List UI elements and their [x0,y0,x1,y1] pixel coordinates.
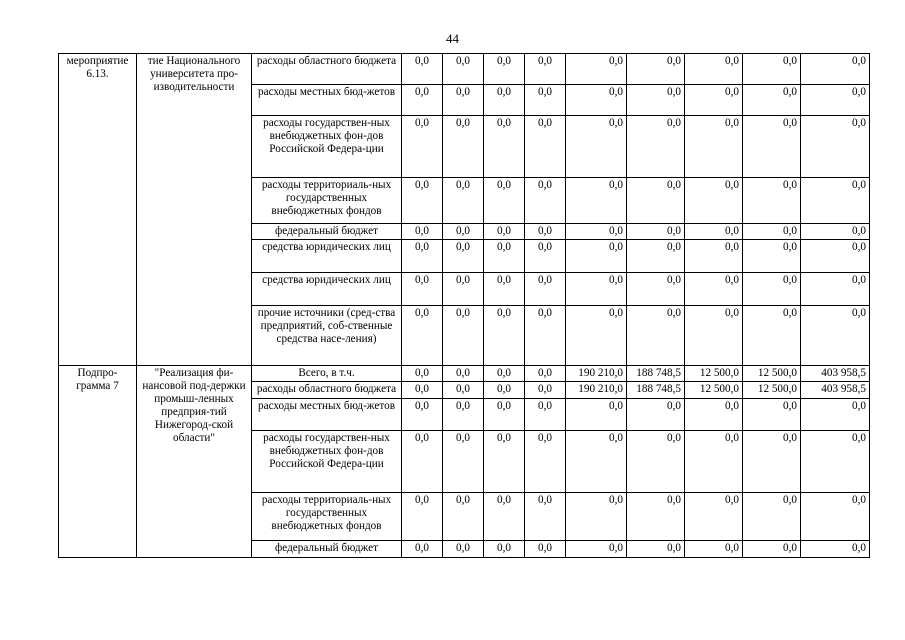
amount-cell: 0,0 [484,178,525,224]
amount-cell: 0,0 [627,431,685,493]
amount-cell: 0,0 [443,224,484,240]
amount-cell: 188 748,5 [627,366,685,382]
amount-cell: 0,0 [402,382,443,399]
amount-cell: 0,0 [627,399,685,431]
amount-cell: 0,0 [484,273,525,306]
amount-cell: 0,0 [743,273,801,306]
amount-cell: 0,0 [525,240,566,273]
amount-cell: 0,0 [566,431,627,493]
amount-cell: 0,0 [484,240,525,273]
amount-cell: 0,0 [743,85,801,116]
amount-cell: 0,0 [801,431,870,493]
program-status-cell: мероприятие 6.13. [59,54,137,366]
amount-cell: 0,0 [484,306,525,366]
amount-cell: 0,0 [525,178,566,224]
amount-cell: 0,0 [402,273,443,306]
amount-cell: 0,0 [627,178,685,224]
amount-cell: 0,0 [525,399,566,431]
funding-source-cell: расходы областного бюджета [252,54,402,85]
amount-cell: 0,0 [402,224,443,240]
amount-cell: 0,0 [443,240,484,273]
funding-source-cell: расходы территориаль-ных государственных внебюджетных фондов [252,178,402,224]
amount-cell: 0,0 [627,85,685,116]
amount-cell: 0,0 [627,116,685,178]
funding-source-cell: расходы местных бюд-жетов [252,399,402,431]
program-name-cell: тие Национального университета про-изводительности [137,54,252,366]
amount-cell: 0,0 [627,493,685,541]
amount-cell: 0,0 [743,224,801,240]
amount-cell: 0,0 [443,493,484,541]
table-row [59,366,870,382]
amount-cell: 0,0 [443,54,484,85]
amount-cell: 0,0 [743,306,801,366]
amount-cell: 0,0 [743,431,801,493]
amount-cell: 0,0 [525,382,566,399]
amount-cell: 0,0 [443,382,484,399]
amount-cell: 190 210,0 [566,366,627,382]
amount-cell: 0,0 [525,541,566,558]
amount-cell: 0,0 [627,306,685,366]
amount-cell: 0,0 [801,224,870,240]
amount-cell: 0,0 [443,541,484,558]
funding-source-cell: расходы территориаль-ных государственных внебюджетных фондов [252,493,402,541]
amount-cell: 0,0 [525,85,566,116]
amount-cell: 0,0 [525,116,566,178]
amount-cell: 0,0 [685,224,743,240]
amount-cell: 0,0 [566,116,627,178]
amount-cell: 0,0 [685,178,743,224]
amount-cell: 0,0 [443,431,484,493]
amount-cell: 0,0 [443,85,484,116]
funding-source-cell: Всего, в т.ч. [252,366,402,382]
program-name-cell: "Реализация фи-нансовой под-держки промыш-ленных предприя-тий Нижегород-ской области" [137,366,252,558]
amount-cell: 0,0 [484,85,525,116]
amount-cell: 0,0 [743,541,801,558]
table-row [59,54,870,85]
amount-cell: 0,0 [743,116,801,178]
amount-cell: 0,0 [402,240,443,273]
amount-cell: 0,0 [484,116,525,178]
amount-cell: 12 500,0 [685,366,743,382]
amount-cell: 0,0 [402,399,443,431]
amount-cell: 0,0 [801,54,870,85]
funding-source-cell: расходы государствен-ных внебюджетных фон-дов Российской Федера-ции [252,431,402,493]
amount-cell: 0,0 [443,306,484,366]
amount-cell: 0,0 [801,273,870,306]
amount-cell: 0,0 [685,273,743,306]
amount-cell: 0,0 [743,54,801,85]
amount-cell: 0,0 [402,541,443,558]
amount-cell: 0,0 [402,85,443,116]
funding-source-cell: федеральный бюджет [252,224,402,240]
amount-cell: 0,0 [685,399,743,431]
amount-cell: 0,0 [402,366,443,382]
amount-cell: 12 500,0 [743,366,801,382]
amount-cell: 0,0 [801,116,870,178]
amount-cell: 0,0 [484,366,525,382]
amount-cell: 0,0 [525,224,566,240]
amount-cell: 0,0 [685,306,743,366]
amount-cell: 0,0 [566,85,627,116]
amount-cell: 188 748,5 [627,382,685,399]
amount-cell: 0,0 [566,273,627,306]
amount-cell: 0,0 [743,240,801,273]
amount-cell: 0,0 [627,224,685,240]
amount-cell: 190 210,0 [566,382,627,399]
amount-cell: 0,0 [443,116,484,178]
amount-cell: 0,0 [801,306,870,366]
amount-cell: 0,0 [443,366,484,382]
page-number: 44 [446,31,459,46]
amount-cell: 0,0 [566,399,627,431]
amount-cell: 403 958,5 [801,366,870,382]
amount-cell: 0,0 [627,54,685,85]
amount-cell: 0,0 [443,273,484,306]
amount-cell: 0,0 [566,240,627,273]
amount-cell: 0,0 [525,431,566,493]
amount-cell: 0,0 [525,273,566,306]
amount-cell: 0,0 [402,306,443,366]
amount-cell: 0,0 [484,399,525,431]
amount-cell: 0,0 [801,240,870,273]
program-status-cell: Подпро-грамма 7 [59,366,137,558]
funding-source-cell: прочие источники (сред-ства предприятий, соб-ственные средства насе-ления) [252,306,402,366]
amount-cell: 0,0 [402,116,443,178]
amount-cell: 0,0 [566,54,627,85]
amount-cell: 0,0 [801,541,870,558]
amount-cell: 0,0 [402,493,443,541]
budget-table [58,53,870,558]
amount-cell: 0,0 [402,54,443,85]
funding-source-cell: средства юридических лиц [252,273,402,306]
amount-cell: 0,0 [685,240,743,273]
amount-cell: 0,0 [627,240,685,273]
amount-cell: 0,0 [484,382,525,399]
amount-cell: 0,0 [801,178,870,224]
amount-cell: 0,0 [525,54,566,85]
amount-cell: 0,0 [627,273,685,306]
amount-cell: 0,0 [685,116,743,178]
amount-cell: 0,0 [685,541,743,558]
amount-cell: 0,0 [685,431,743,493]
amount-cell: 0,0 [801,493,870,541]
funding-source-cell: федеральный бюджет [252,541,402,558]
amount-cell: 12 500,0 [685,382,743,399]
amount-cell: 0,0 [743,399,801,431]
amount-cell: 12 500,0 [743,382,801,399]
amount-cell: 0,0 [525,366,566,382]
funding-source-cell: расходы местных бюд-жетов [252,85,402,116]
amount-cell: 0,0 [566,224,627,240]
amount-cell: 0,0 [685,493,743,541]
amount-cell: 0,0 [566,178,627,224]
amount-cell: 0,0 [685,54,743,85]
amount-cell: 0,0 [525,306,566,366]
amount-cell: 0,0 [566,541,627,558]
amount-cell: 0,0 [627,541,685,558]
amount-cell: 0,0 [443,399,484,431]
amount-cell: 0,0 [566,306,627,366]
amount-cell: 0,0 [743,178,801,224]
amount-cell: 0,0 [566,493,627,541]
amount-cell: 0,0 [743,493,801,541]
amount-cell: 0,0 [402,431,443,493]
amount-cell: 0,0 [484,54,525,85]
amount-cell: 0,0 [685,85,743,116]
amount-cell: 0,0 [443,178,484,224]
amount-cell: 0,0 [801,85,870,116]
amount-cell: 0,0 [402,178,443,224]
funding-source-cell: средства юридических лиц [252,240,402,273]
amount-cell: 403 958,5 [801,382,870,399]
amount-cell: 0,0 [525,493,566,541]
amount-cell: 0,0 [484,224,525,240]
amount-cell: 0,0 [484,431,525,493]
amount-cell: 0,0 [484,493,525,541]
amount-cell: 0,0 [484,541,525,558]
funding-source-cell: расходы областного бюджета [252,382,402,399]
amount-cell: 0,0 [801,399,870,431]
funding-source-cell: расходы государствен-ных внебюджетных фон-дов Российской Федера-ции [252,116,402,178]
